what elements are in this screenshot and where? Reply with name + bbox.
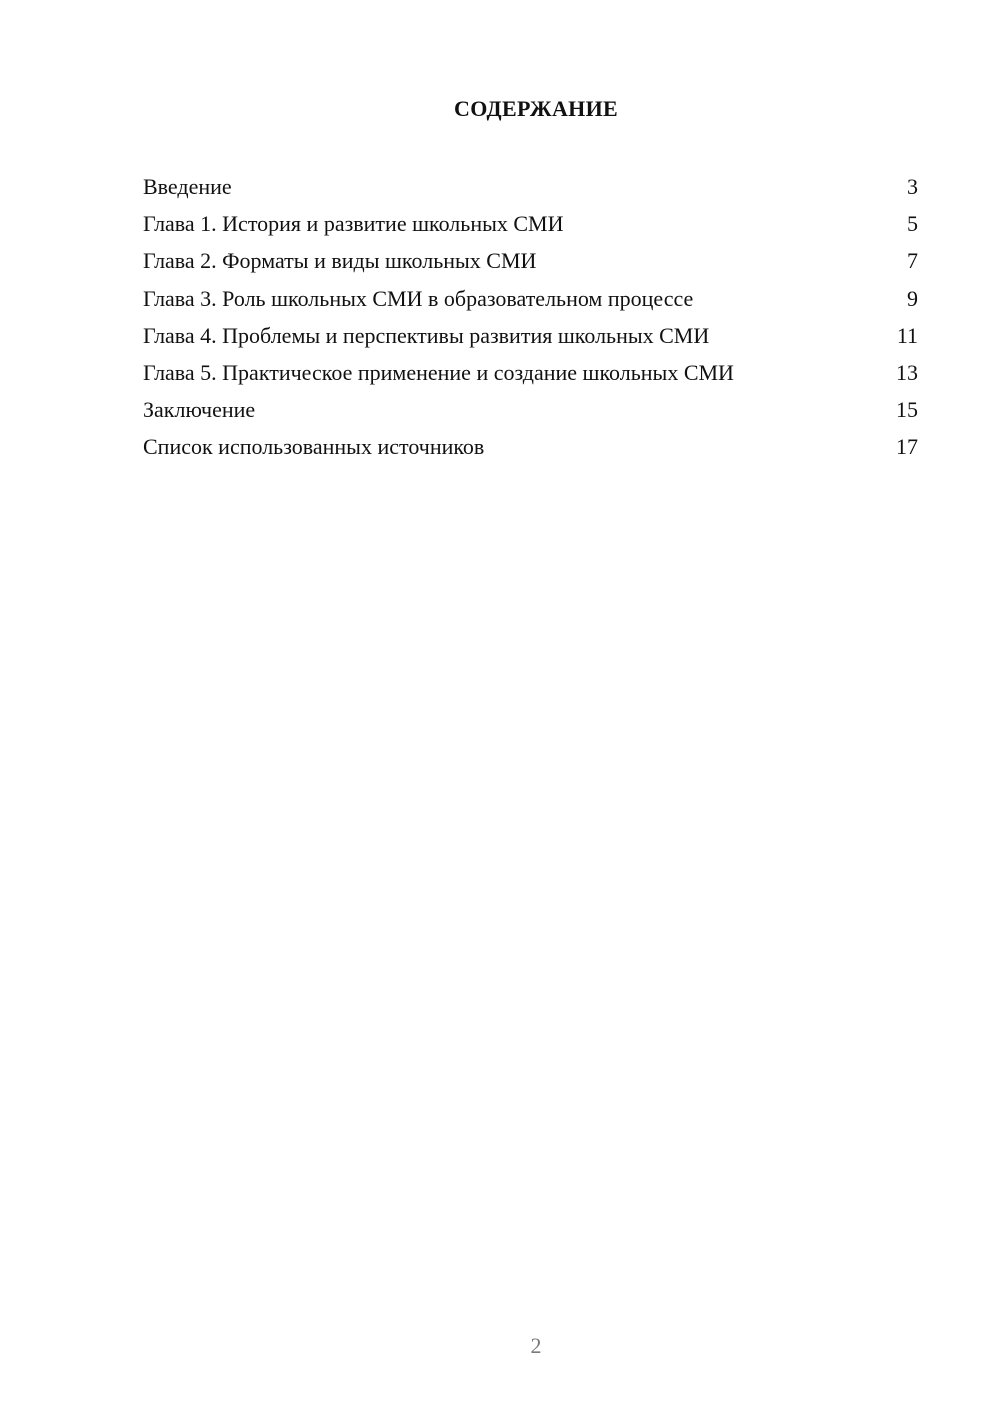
toc-entry-page-number: 11 bbox=[896, 322, 918, 348]
toc-entry-chapter-4 bbox=[143, 317, 918, 354]
toc-entry-chapter-1 bbox=[143, 205, 918, 242]
toc-entry-title: Введение bbox=[143, 174, 232, 199]
toc-entry-page-number: 3 bbox=[907, 174, 918, 199]
toc-entry-title: Глава 1. История и развитие школьных СМИ bbox=[143, 211, 564, 237]
toc-entry-page-number: 17 bbox=[896, 434, 918, 460]
toc-entry-page-number: 13 bbox=[896, 359, 918, 385]
toc-entry-page-number: 5 bbox=[907, 211, 918, 237]
toc-entry-title: Список использованных источников bbox=[143, 434, 485, 460]
toc-entry-chapter-3 bbox=[143, 280, 918, 317]
toc-entry-title: Глава 4. Проблемы и перспективы развития школьных СМИ bbox=[143, 322, 710, 348]
toc-heading: СОДЕРЖАНИЕ bbox=[454, 96, 618, 121]
toc-entry-page-number: 7 bbox=[907, 248, 918, 274]
toc-entry-title: Глава 2. Форматы и виды школьных СМИ bbox=[143, 248, 537, 274]
toc-entry-title: Глава 3. Роль школьных СМИ в образовательном процессе bbox=[143, 285, 694, 311]
toc-entry-conclusion bbox=[143, 391, 918, 428]
table-of-contents bbox=[143, 168, 918, 466]
toc-entry-chapter-5 bbox=[143, 354, 918, 391]
toc-entry-page-number: 15 bbox=[896, 397, 918, 423]
toc-entry-title: Заключение bbox=[143, 397, 256, 423]
toc-entry-chapter-2 bbox=[143, 242, 918, 279]
toc-entry-title: Глава 5. Практическое применение и создание школьных СМИ bbox=[143, 359, 734, 385]
toc-entry-references bbox=[143, 428, 918, 465]
toc-entry-page-number: 9 bbox=[907, 285, 918, 311]
toc-entry-introduction bbox=[143, 168, 918, 205]
page-number: 2 bbox=[530, 1333, 542, 1358]
